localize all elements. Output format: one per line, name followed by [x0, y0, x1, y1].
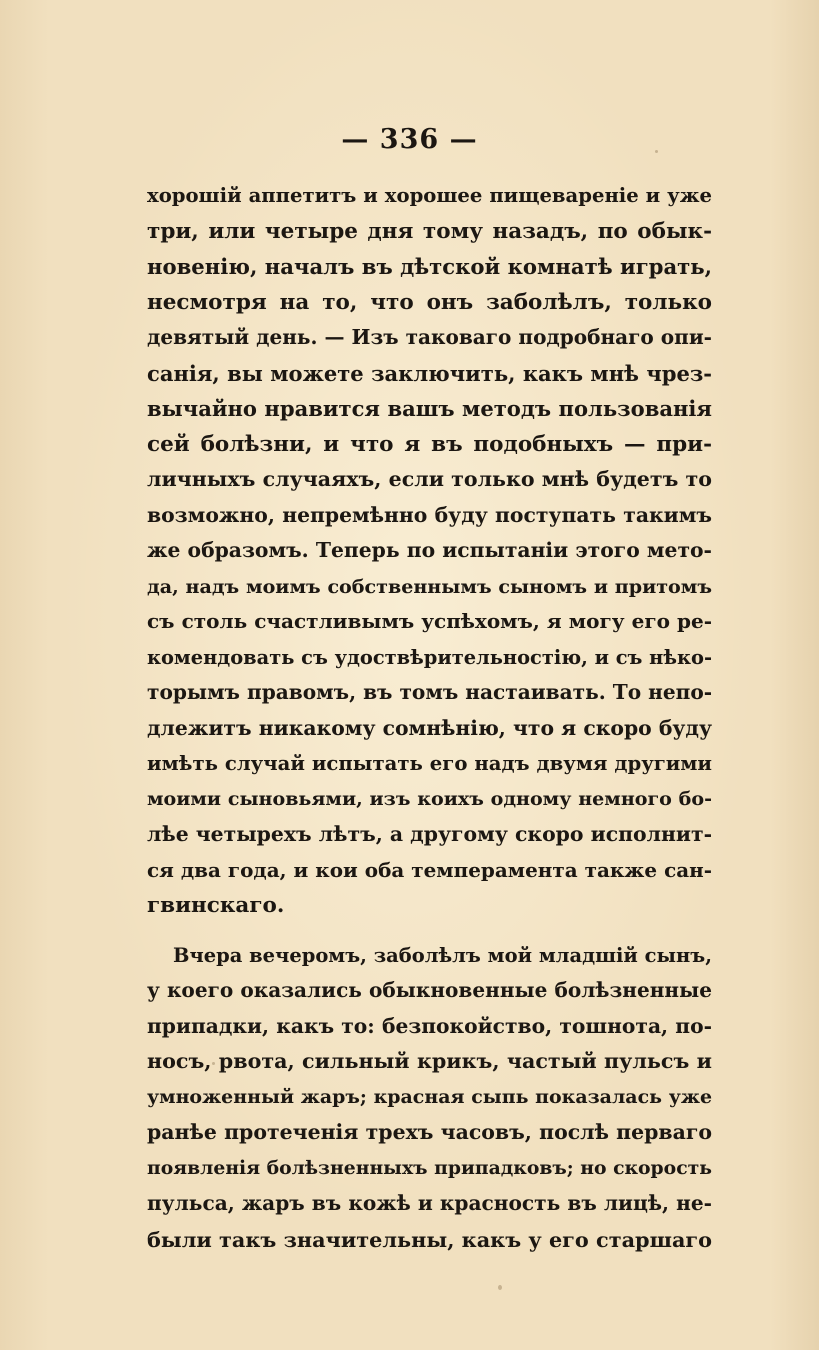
text-line: три, или четыре дня тому назадъ, по обык- [147, 218, 712, 244]
text-line: появленія болѣзненныхъ припадковъ; но скорость [147, 1156, 712, 1179]
text-line: вычайно нравится вашъ методъ пользованія [147, 396, 712, 421]
text-line: санія, вы можете заключить, какъ мнѣ чрез- [147, 360, 712, 386]
text-line: хорошій аппетитъ и хорошее пищевареніе и уже [147, 184, 712, 207]
text-line: ранѣе протеченія трехъ часовъ, послѣ перваго [147, 1120, 712, 1144]
text-line: были такъ значительны, какъ у его старшаго [147, 1226, 713, 1252]
text-line: длежитъ никакому сомнѣнію, что я скоро буду [147, 715, 712, 740]
text-line: гвинскаго. [147, 893, 285, 918]
text-line: комендовать съ удоствѣрительностію, и съ нѣко- [147, 645, 712, 669]
text-line: имѣть случай испытать его надъ двумя другими [147, 752, 712, 775]
body-text [147, 178, 712, 1257]
paragraph [147, 178, 712, 924]
text-line: да, надъ моимъ собственнымъ сыномъ и притомъ [147, 574, 712, 598]
text-line: девятый день. — Изъ таковаго подробнаго опи- [147, 325, 712, 349]
text-line: у коего оказались обыкновенные болѣзненные [147, 978, 712, 1002]
text-line: моими сыновьями, изъ коихъ одному немного бо- [147, 787, 712, 810]
paper-spot [498, 1285, 502, 1290]
text-line: несмотря на то, что онъ заболѣлъ, только [147, 289, 712, 315]
text-line: сей болѣзни, и что я въ подобныхъ — при- [147, 431, 712, 457]
text-line: лѣе четырехъ лѣтъ, а другому скоро исполнит- [147, 822, 713, 846]
text-line: умноженный жаръ; красная сыпь показалась уже [147, 1085, 712, 1108]
text-line: припадки, какъ то: безпокойство, тошнота, по- [147, 1013, 712, 1038]
text-line: новенію, началъ въ дѣтской комнатѣ играть, [147, 254, 712, 279]
text-line: возможно, непремѣнно буду поступать такимъ [147, 502, 712, 527]
text-line: ся два года, и кои оба темперамента также сан- [147, 857, 712, 882]
text-line: личныхъ случаяхъ, если только мнѣ будетъ то [147, 467, 712, 491]
text-line: торымъ правомъ, въ томъ настаивать. То непо- [147, 680, 713, 704]
text-line: же образомъ. Теперь по испытаніи этого мето- [147, 538, 712, 562]
text-line: пульса, жаръ въ кожѣ и красность въ лицѣ, не- [147, 1191, 712, 1215]
text-line: съ столь счастливымъ успѣхомъ, я могу его ре- [147, 609, 712, 633]
page-number: — 336 — [341, 124, 478, 155]
text-line: Вчера вечеромъ, заболѣлъ мой младшій сынъ, [173, 943, 712, 967]
paragraph [147, 938, 712, 1258]
text-line: носъ, рвота, сильный крикъ, частый пульсъ и [147, 1049, 712, 1073]
paragraph-gap [147, 924, 712, 938]
